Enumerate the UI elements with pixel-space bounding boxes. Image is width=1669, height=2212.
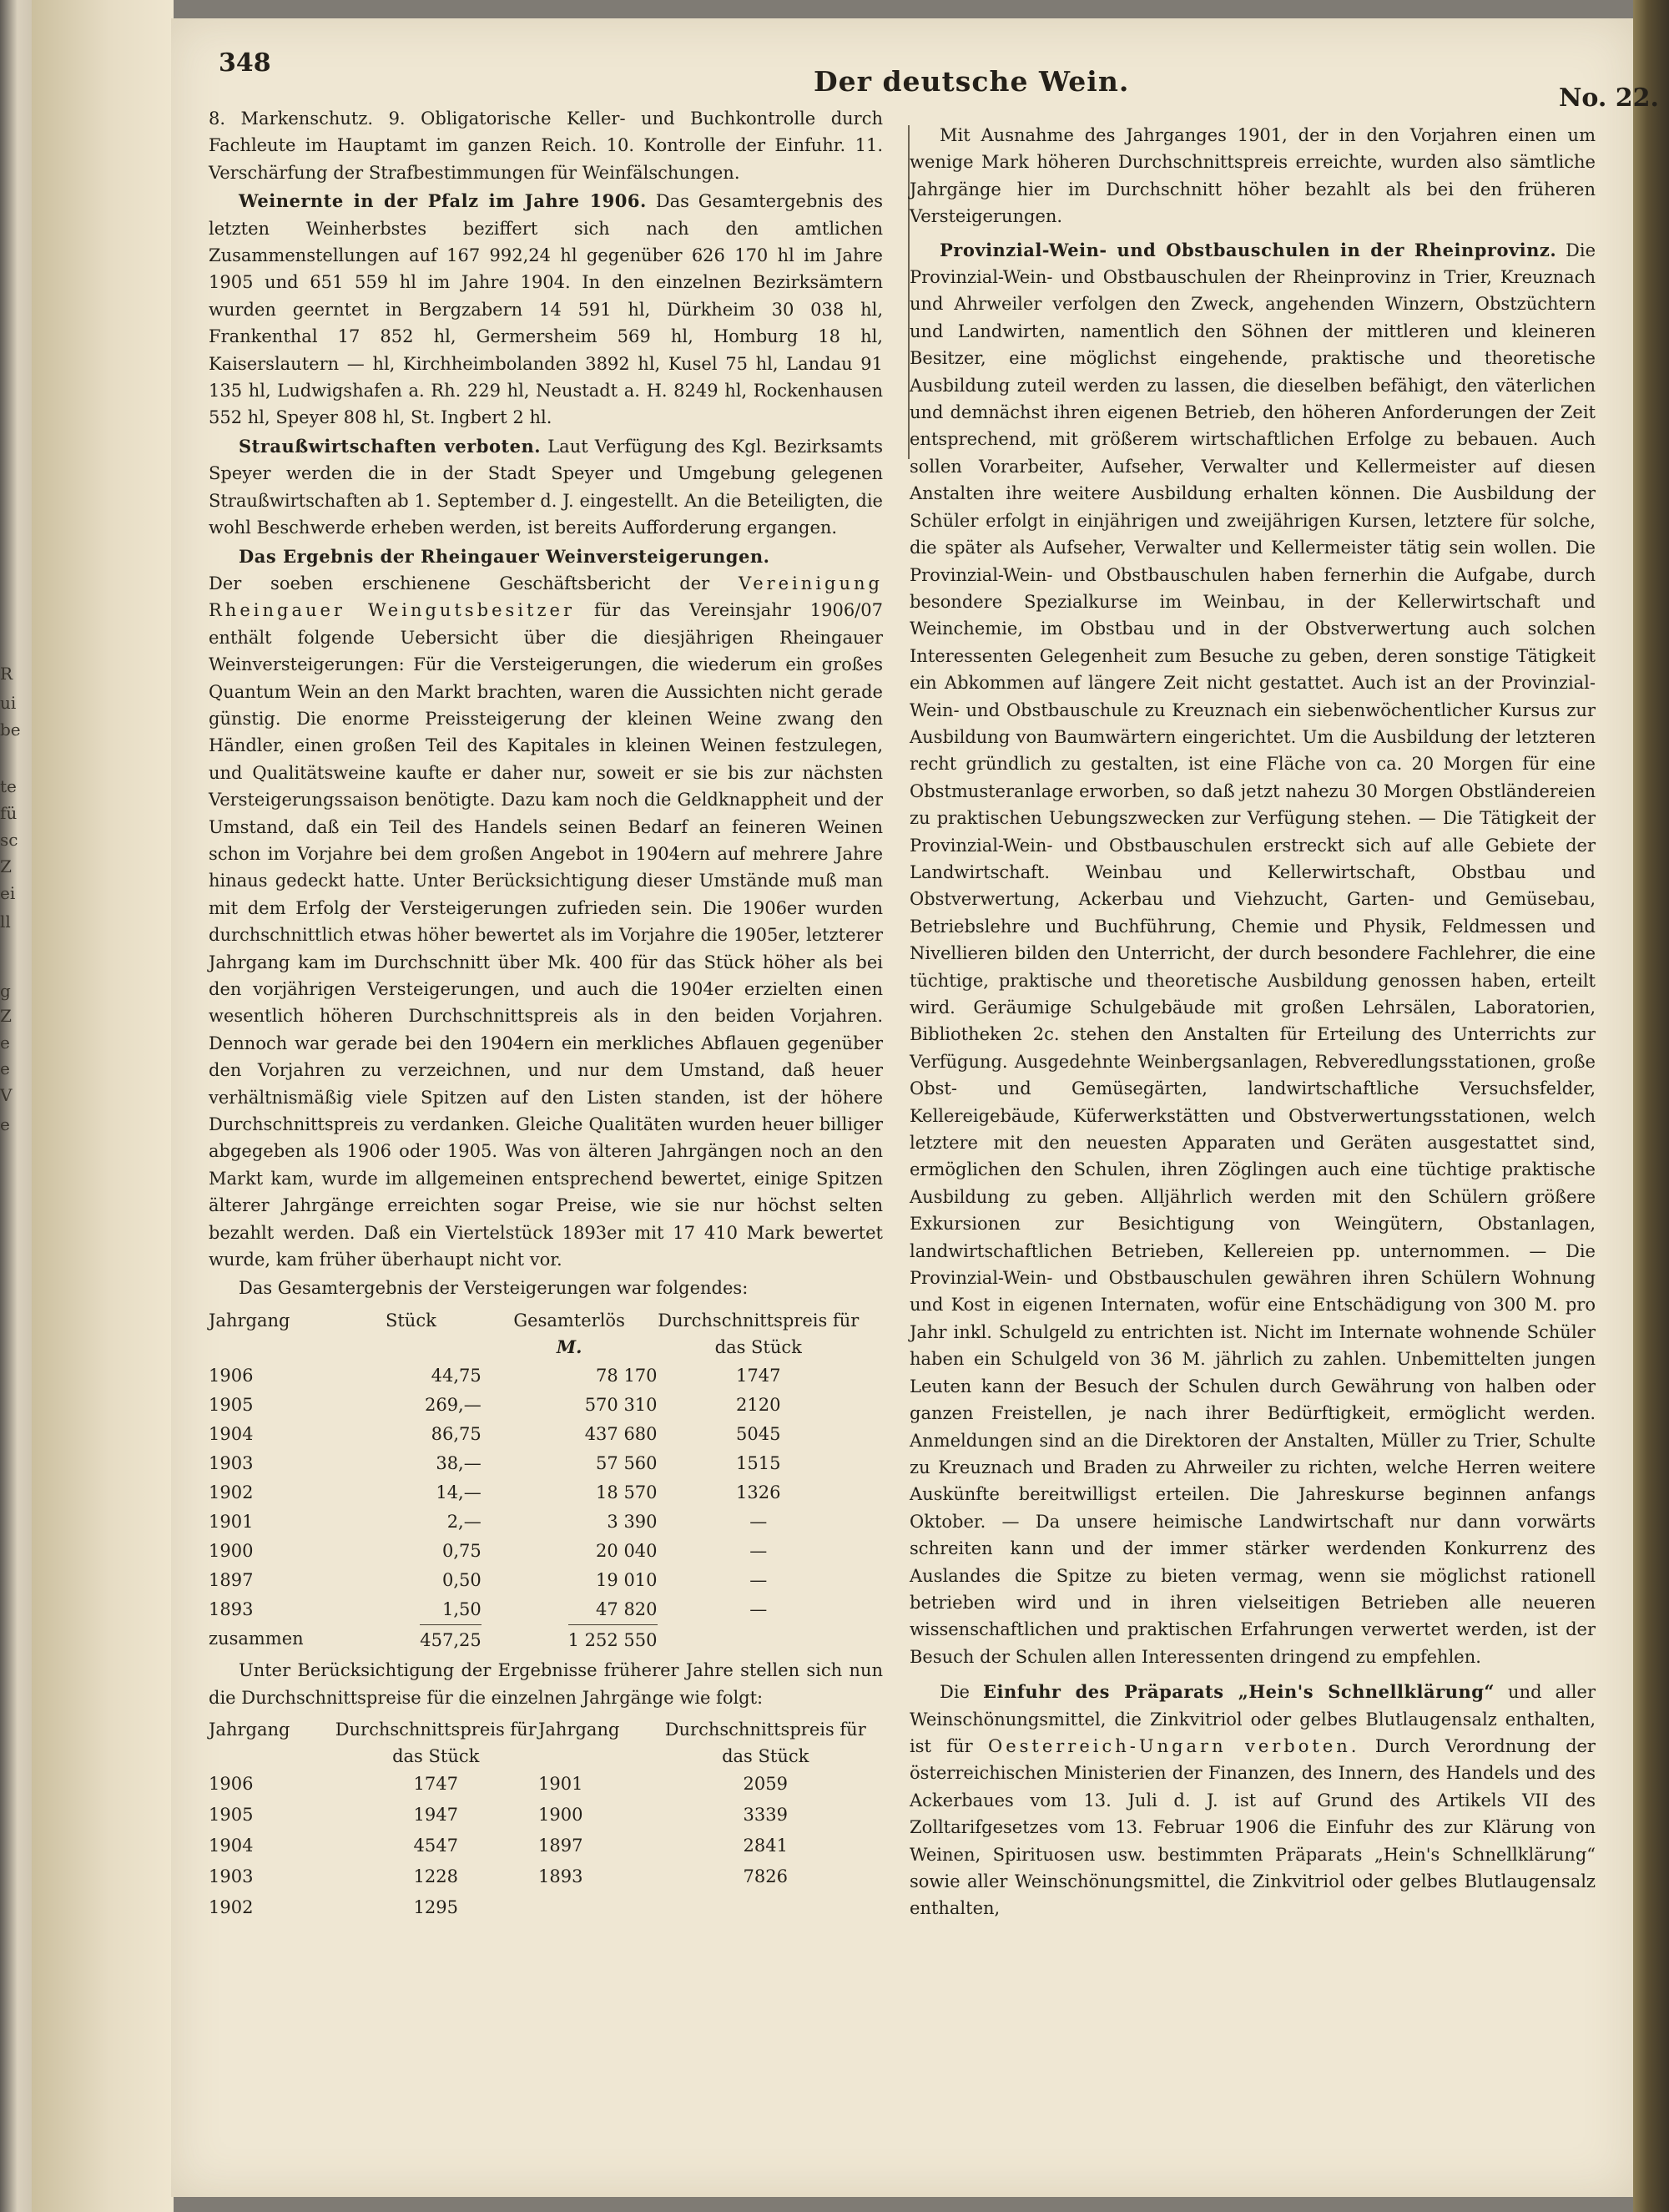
table-cell: 1901 (209, 1511, 254, 1532)
facing-page-fragment: fü (0, 803, 18, 823)
facing-page-fragment: ei (0, 883, 16, 903)
facing-page-fragment: ll (0, 912, 11, 932)
table-cell: 1,50 (441, 1598, 482, 1619)
table-cell (663, 1894, 868, 1925)
table-row (209, 1449, 860, 1478)
facing-page-fragment: be (0, 720, 21, 740)
table-cell: 1893 (537, 1866, 583, 1886)
table-cell: 1515 (736, 1452, 781, 1473)
table-cell: — (749, 1569, 768, 1590)
article-heading-rheingau (209, 543, 883, 570)
table-cell: 1947 (413, 1804, 458, 1825)
article-heading: Einfuhr des Präparats „Hein's Schnellklärung“ (983, 1681, 1495, 1703)
table-row (209, 1894, 868, 1925)
table-cell: 1747 (736, 1365, 781, 1386)
table-cell: 1904 (209, 1423, 254, 1444)
table-body (209, 1361, 860, 1654)
paragraph-text: Die Provinzial-Wein- und Obstbauschulen der Rheinprovinz in Trier, Kreuznach und Ahrweiler verfolgen den Zweck, angehenden Winzern, Obstzüchtern und Landwirten, namentlich den Söhnen der mittleren und kleineren Besitzer, eine möglichst eingehende, praktische und theoretische Ausbildung zuteil werden zu lassen, die dieselben befähigt, den väterlichen und demnächst ihren eigenen Betrieb, den höheren Anforderungen der Zeit entsprechend, mit größerem wirtschaftlichen Erfolge zu bebauen. Auch sollen Vorarbeiter, Aufseher, Verwalter und Kellermeister auf diesen Anstalten ihre weitere Ausbildung erhalten können. Die Ausbildung der Schüler erfolgt in einjährigen und zweijährigen Kursen, letztere für solche, die später als Aufseher, Verwalter und Kellermeister tätig sein wollen. Die Provinzial-Wein- und Obstbauschulen haben fernerhin die Aufgabe, durch besondere Spezialkurse im Weinbau, in der Kellerwirtschaft und Weinchemie, im Obstbau und in der Obstverwertung auch solchen Interessenten Gelegenheit zum Besuche zu geben, deren sonstige Tätigkeit ein Abkommen auf längere Zeit nicht gestattet. Auch ist an der Provinzial-Wein- und Obstbauschule zu Kreuznach ein siebenwöchentlicher Kursus zur Ausbildung von Baumwärtern eingerichtet. Um die Ausbildung der letzteren recht gründlich zu gestalten, ist eine Fläche von ca. 20 Morgen für eine Obstmusteranlage erworben, so daß jetzt nahezu 30 Morgen Obstländereien zu praktischen Uebungszwecken zur Verfügung stehen. — Die Tätigkeit der Provinzial-Wein- und Obstbauschulen erstreckt sich auf alle Gebiete der Landwirtschaft. Weinbau und Kellerwirtschaft, Obstbau und Obstverwertung, Ackerbau und Viehzucht, Garten- und Gemüsebau, Betriebslehre und Buchführung, Chemie und Physik, Feldmessen und Nivellieren bilden den Unterricht, der durch besondere Fachlehrer, die eine tüchtige, praktische und theoretische Ausbildung genossen haben, erteilt wird. Geräumige Schulgebäude mit großen Lehrsälen, Laboratorien, Bibliotheken 2c. stehen den Anstalten für Erteilung des Unterrichts zur Verfügung. Ausgedehnte Weinbergsanlagen, Rebveredlungsstationen, große Obst- und Gemüsegärten, landwirtschaftliche Versuchsfelder, Kellereigebäude, Küferwerkstätten und Obstverwertungsstationen, welch letztere mit den neuesten Apparaten und Geräten ausgestattet sind, ermöglichen den Schulen, ihren Zöglingen auch eine tüchtige praktische Ausbildung zu geben. Alljährlich werden mit den Schülern größere Exkursionen zur Besichtigung von Weingütern, Obstanlagen, landwirtschaftlichen Betrieben, Kellereien pp. unternommen. — Die Provinzial-Wein- und Obstbauschulen gewähren ihren Schülern Wohnung und Kost in eigenen Internaten, wofür eine Entschädigung von 300 M. pro Jahr inkl. Schulgeld zu entrichten ist. Nicht im Internate wohnende Schüler haben ein Schulgeld von 36 M. jährlich zu zahlen. Unbemittelten jungen Leuten kann der Besuch der Schulen durch Gewährung von halben oder ganzen Freistellen, je nach ihrer Bedürftigkeit, ermöglicht werden. Anmeldungen sind an die Direktoren der Anstalten, Müller zu Trier, Schulte zu Kreuznach und Braden zu Ahrweiler zu richten, welche Herren weitere Auskünfte bereitwilligst erteilen. Die Jahreskurse beginnen anfangs Oktober. — Da unsere heimische Landwirtschaft nur dann vorwärts schreiten kann und der immer stärker werdenden Konkurrenz des Auslandes die Spitze zu bieten vermag, wenn sie möglichst rationell betrieben wird und in ihren vielseitigen Betrieben alle neueren wissenschaftlichen und praktischen Erfahrungen verwertet werden, ist der Besuch der Schulen allen Interessenten dringend zu empfehlen. (910, 240, 1596, 1667)
table-cell: 1904 (209, 1835, 254, 1856)
table-cell: 1900 (537, 1804, 583, 1825)
facing-page-fragment: Z (0, 856, 12, 876)
table-header-row (209, 1307, 860, 1361)
column-header: Durchschnittspreis für das Stück (335, 1719, 537, 1767)
table-cell: 38,— (436, 1452, 482, 1473)
table-cell: 20 040 (596, 1540, 658, 1561)
table-cell: — (749, 1511, 768, 1532)
column-header: Jahrgang (209, 1719, 290, 1740)
table-cell: 1897 (537, 1835, 583, 1856)
article-heading: Das Ergebnis der Rheingauer Weinversteigerungen. (239, 545, 770, 567)
table-row (209, 1566, 860, 1595)
table-cell: 3339 (743, 1804, 788, 1825)
spaced-text: Vereinigung Rheingauer Weingutsbesitzer (209, 573, 883, 621)
table-cell: 437 680 (584, 1423, 658, 1444)
table-row (209, 1863, 868, 1894)
table-row (209, 1595, 860, 1624)
table-cell: 1906 (209, 1365, 254, 1386)
table-cell: 3 390 (607, 1511, 658, 1532)
facing-page-fragment: sc (0, 830, 18, 850)
facing-page-fragment: e (0, 1058, 10, 1078)
running-title: Der deutsche Wein. (814, 65, 1130, 98)
table-cell: 18 570 (596, 1482, 658, 1502)
page-edge-right (1633, 0, 1669, 2212)
table-intro: Unter Berücksichtigung der Ergebnisse früherer Jahre stellen sich nun die Durchschnittspreise für die einzelnen Jahrgänge wie folgt: (209, 1660, 883, 1708)
table-cell: 1903 (209, 1452, 254, 1473)
paragraph-text: Die (940, 1682, 970, 1703)
article-rheingau-text (209, 570, 883, 1274)
table-row (209, 1801, 868, 1832)
paragraph: 8. Markenschutz. 9. Obligatorische Keller- und Buchkontrolle durch Fachleute im Hauptamt im ganzen Reich. 10. Kontrolle der Einfuhr. 11. Verschärfung der Strafbestimmungen für Weinfälschungen. (209, 109, 883, 183)
article-heading: Provinzial-Wein- und Obstbauschulen in der Rheinprovinz. (940, 239, 1557, 260)
total-stueck (340, 1624, 482, 1654)
total-erloes (482, 1624, 658, 1654)
paragraph-text: Das Gesamtergebnis des letzten Weinherbstes beziffert sich nach den amtlichen Zusammenstellungen auf 167 992,24 hl gegenüber 626 170 hl im Jahre 1905 und 651 559 hl im Jahre 1904. In den einzelnen Bezirksämtern wurden geerntet in Bergzabern 14 591 hl, Dürkheim 30 038 hl, Frankenthal 17 852 hl, Germersheim 569 hl, Homburg 18 hl, Kaiserslautern — hl, Kirchheimbolanden 3892 hl, Kusel 75 hl, Landau 91 135 hl, Ludwigshafen a. Rh. 229 hl, Neustadt a. H. 8249 hl, Rockenhausen 552 hl, Speyer 808 hl, St. Ingbert 2 hl. (209, 191, 883, 428)
table-row (209, 1478, 860, 1507)
paragraph-text: für das Vereinsjahr 1906/07 enthält folgende Uebersicht über die diesjährigen Rheingauer Weinversteigerungen: Für die Versteigerungen, die wiederum ein großes Quantum Wein an den Markt brachten, waren die Aussichten nicht gerade günstig. Die enorme Preissteigerung der kleinen Weine zwang den Händler, einen großen Teil des Kapitales in kleinen Weinen festzulegen, und Qualitätsweine kaufte er daher nur, soweit er sie bis zur nächsten Versteigerungssaison benötigte. Dazu kam noch die Geldknappheit und der Umstand, daß ein Teil des Handels seinen Bedarf an feineren Weinen schon im Vorjahre bei dem großen Angebot in 1904ern auf mehrere Jahre hinaus gedeckt hatte. Unter Berücksichtigung dieser Umstände muß man mit dem Erfolg der Versteigerungen zufrieden sein. Die 1906er wurden durchschnittlich etwas höher bewertet als im Vorjahre die 1905er, letzterer Jahrgang kam im Durchschnitt über Mk. 400 für das Stück höher als bei den vorjährigen Versteigerungen, und auch die 1904er erzielten einen wesentlich höheren Durchschnittspreis als in den beiden Vorjahren. Dennoch war gerade bei den 1904ern ein merkliches Abflauen gegenüber den Vorjahren zu verzeichnen, und nur dem Umstand, daß heuer verhältnismäßig viele Spitzen auf den Listen standen, ist der höhere Durchschnittspreis zu verdanken. Gleiche Qualitäten wurden heuer billiger abgegeben als 1906 oder 1905. Was von älteren Jahrgängen noch an den Markt kam, wurde im allgemeinen entsprechend bewertet, einige Spitzen älterer Jahrgänge erreichten sogar Preise, wie sie nur höchst selten bezahlt werden. Daß ein Viertelstück 1893er mit 17 410 Mark bewertet wurde, kam früher überhaupt nicht vor. (209, 600, 883, 1270)
table-cell: 1902 (209, 1482, 254, 1502)
column-header: Jahrgang (537, 1719, 620, 1740)
table-intro: Das Gesamtergebnis der Versteigerungen war folgendes: (239, 1278, 749, 1299)
table-cell: — (749, 1598, 768, 1619)
table-cell: 5045 (736, 1423, 781, 1444)
total-value: 1 252 550 (568, 1624, 658, 1654)
table-cell: 1747 (413, 1773, 458, 1794)
article-weinbauschulen (910, 237, 1596, 1671)
facing-page-fragment: te (0, 776, 17, 796)
table-cell: 1900 (209, 1540, 254, 1561)
table-row (209, 1770, 868, 1801)
table-cell: 44,75 (431, 1365, 482, 1386)
facing-page-fragment: V (0, 1085, 13, 1105)
table-cell: 78 170 (596, 1365, 658, 1386)
table-cell: 1326 (736, 1482, 781, 1502)
facing-page-fragment: e (0, 1033, 10, 1053)
column-header: Durchschnittspreis für das Stück (658, 1310, 860, 1358)
table-cell: 7826 (743, 1866, 788, 1886)
article-weinernte (209, 188, 883, 432)
page-number: 348 (219, 48, 271, 78)
table-cell: 269,— (424, 1394, 482, 1415)
facing-page-fragment: R (0, 664, 13, 684)
facing-page-fragment: ui (0, 693, 17, 713)
table-cell: 1906 (209, 1773, 254, 1794)
table-cell: 1905 (209, 1394, 254, 1415)
table-cell: 0,75 (441, 1540, 482, 1561)
auction-results-table (209, 1307, 860, 1654)
table-cell: 0,50 (441, 1569, 482, 1590)
right-column (910, 122, 1596, 1924)
average-prices-table (209, 1716, 868, 1925)
table-cell: 1905 (209, 1804, 254, 1825)
table-row (209, 1391, 860, 1420)
table-row (209, 1537, 860, 1566)
table-row (209, 1507, 860, 1537)
table-cell: 57 560 (596, 1452, 658, 1473)
book-gutter (32, 0, 174, 2212)
table-cell: 1893 (209, 1598, 254, 1619)
table-cell: 1295 (413, 1896, 458, 1917)
table-cell: 1902 (209, 1896, 254, 1917)
table-cell: 1901 (537, 1773, 583, 1794)
paragraph-text: Der soeben erschienene Geschäftsbericht der (209, 573, 710, 593)
paragraph: Mit Ausnahme des Jahrganges 1901, der in den Vorjahren einen um wenige Mark höheren Durchschnittspreis erreichte, wurden also sämtliche Jahrgänge hier im Durchschnitt höher bezahlt als bei den früheren Versteigerungen. (910, 125, 1596, 227)
table-cell (538, 1894, 663, 1925)
table-header-row (209, 1716, 868, 1770)
article-heading: Straußwirtschaften verboten. (239, 435, 542, 457)
table-cell: 2841 (743, 1835, 788, 1856)
table-cell: 2,— (446, 1511, 482, 1532)
column-header: Durchschnittspreis für das Stück (664, 1719, 866, 1767)
table-total-row (209, 1624, 860, 1654)
article-strausswirtschaften (209, 433, 883, 542)
column-header: Jahrgang (209, 1310, 290, 1331)
table-cell: — (749, 1540, 768, 1561)
table-cell: 1903 (209, 1866, 254, 1886)
total-value: 457,25 (420, 1624, 481, 1654)
facing-page-fragment: Z (0, 1006, 12, 1026)
table-cell: 86,75 (431, 1423, 482, 1444)
facing-page-edge (0, 0, 32, 2212)
column-header: Stück (385, 1310, 436, 1331)
facing-page-fragment: e (0, 1114, 10, 1134)
table-cell: 1228 (413, 1866, 458, 1886)
table-cell: 4547 (413, 1835, 458, 1856)
total-label: zusammen (209, 1629, 304, 1649)
table-cell: 47 820 (596, 1598, 658, 1619)
facing-page-fragment: g (0, 981, 11, 1001)
currency-unit: M. (556, 1336, 582, 1358)
table-row (209, 1361, 860, 1391)
article-heading: Weinernte in der Pfalz im Jahre 1906. (239, 190, 647, 212)
article-schnellklaerung (910, 1679, 1596, 1922)
spaced-text: Oesterreich-Ungarn verboten. (987, 1735, 1360, 1756)
paragraph-text: Durch Verordnung der österreichischen Ministerien der Finanzen, des Innern, des Handels und des Ackerbaues vom 13. Juli d. J. ist auf Grund des Artikels VII des Zolltarifgesetzes vom 13. Februar 1906 die Einfuhr des zur Klärung von Weinen, Spirituosen usw. bestimmten Präparats „Hein's Schnellklärung“ sowie aller Weinschönungsmittel, die Zinkvitriol oder gelbes Blutlaugensalz enthalten, (910, 1735, 1596, 1919)
column-header: Gesamterlös M. (513, 1310, 625, 1358)
table-cell: 2059 (743, 1773, 788, 1794)
table-cell: 2120 (736, 1394, 781, 1415)
table-row (209, 1420, 860, 1449)
paragraph-text: Laut Verfügung des Kgl. Bezirksamts Speyer werden die in der Stadt Speyer und Umgebung gelegenen Straußwirtschaften ab 1. September d. J. eingestellt. An die Beteiligten, die wohl Beschwerde erheben werden, ist bereits Aufforderung ergangen. (209, 436, 883, 538)
table-cell: 570 310 (584, 1394, 658, 1415)
paragraph-text: und aller Weinschönungsmittel, die Zinkvitriol oder gelbes Blutlaugensalz enthalten, ist für (910, 1682, 1596, 1756)
left-column (209, 105, 883, 1925)
table-cell: 14,— (436, 1482, 482, 1502)
table-row (209, 1832, 868, 1863)
table-cell: 19 010 (596, 1569, 658, 1590)
issue-number: No. 22. (1559, 83, 1659, 113)
table-cell: 1897 (209, 1569, 254, 1590)
